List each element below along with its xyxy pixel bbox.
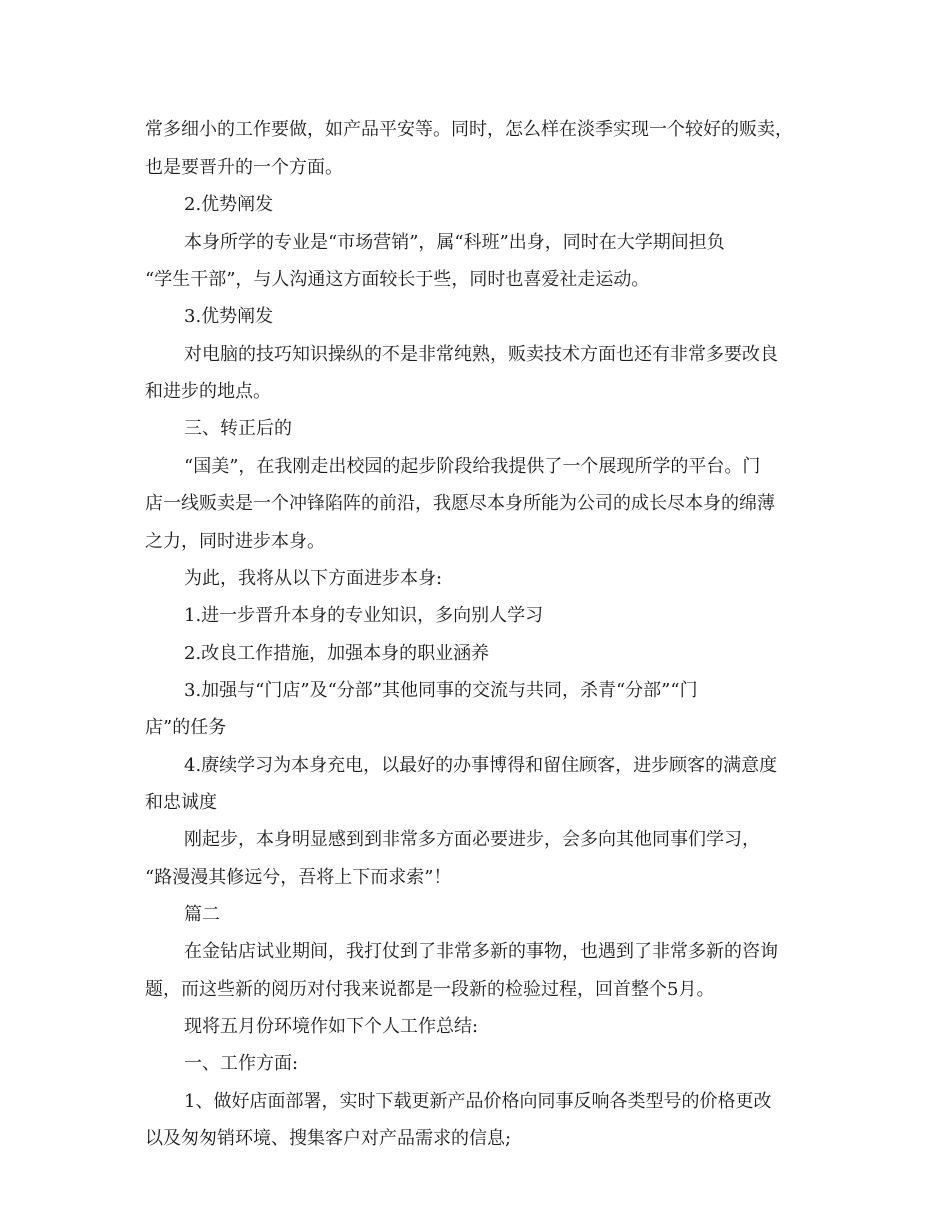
section-heading: 篇二 [184, 904, 220, 925]
list-item: 4.赓续学习为本身充电，以最好的办事博得和留住顾客，进步顾客的满意度 [184, 755, 778, 776]
section-heading: 一、工作方面: [184, 1053, 299, 1074]
paragraph-line: 店一线贩卖是一个冲锋陷阵的前沿，我愿尽本身所能为公司的成长尽本身的绵薄 [145, 493, 775, 514]
list-item: 1、做好店面部署，实时下载更新产品价格向同事反响各类型号的价格更改 [184, 1091, 772, 1112]
paragraph-line: 本身所学的专业是“市场营销”，属“科班”出身，同时在大学期间担负 [184, 232, 725, 253]
section-heading: 3.优势阐发 [184, 306, 274, 327]
paragraph-line: “学生干部”，与人沟通这方面较长于些，同时也喜爱社走运动。 [145, 269, 650, 290]
section-heading: 2.优势阐发 [184, 194, 274, 215]
list-item: 2.改良工作措施，加强本身的职业涵养 [184, 643, 490, 664]
list-item: 以及匆匆销环境、搜集客户对产品需求的信息; [145, 1128, 512, 1149]
list-item: 和忠诚度 [145, 792, 217, 813]
paragraph-line: 对电脑的技巧知识操纵的不是非常纯熟，贩卖技术方面也还有非常多要改良 [184, 344, 778, 365]
paragraph-line: 和进步的地点。 [145, 381, 271, 402]
paragraph-line: “国美”，在我刚走出校园的起步阶段给我提供了一个展现所学的平台。门 [184, 456, 761, 477]
paragraph-line: 现将五月份环境作如下个人工作总结: [184, 1016, 479, 1037]
paragraph-line: 之力，同时进步本身。 [145, 531, 325, 552]
paragraph-line: 常多细小的工作要做，如产品平安等。同时，怎么样在淡季实现一个较好的贩卖， [145, 119, 793, 140]
paragraph-line: 为此，我将从以下方面进步本身: [184, 568, 443, 589]
paragraph-line: “路漫漫其修远兮，吾将上下而求索”！ [145, 867, 452, 888]
list-item: 1.进一步晋升本身的专业知识，多向别人学习 [184, 605, 544, 626]
paragraph-line: 刚起步，本身明显感到到非常多方面必要进步，会多向其他同事们学习， [184, 829, 760, 850]
paragraph-line: 题，而这些新的阅历对付我来说都是一段新的检验过程，回首整个5月。 [145, 979, 715, 1000]
paragraph-line: 也是要晋升的一个方面。 [145, 157, 343, 178]
list-item: 店”的任务 [145, 717, 227, 738]
list-item: 3.加强与“门店”及“分部”其他同事的交流与共同，杀青“分部”“门 [184, 680, 698, 701]
section-heading: 三、转正后的 [184, 418, 292, 439]
paragraph-line: 在金钻店试业期间，我打仗到了非常多新的事物，也遇到了非常多新的咨询 [184, 941, 778, 962]
